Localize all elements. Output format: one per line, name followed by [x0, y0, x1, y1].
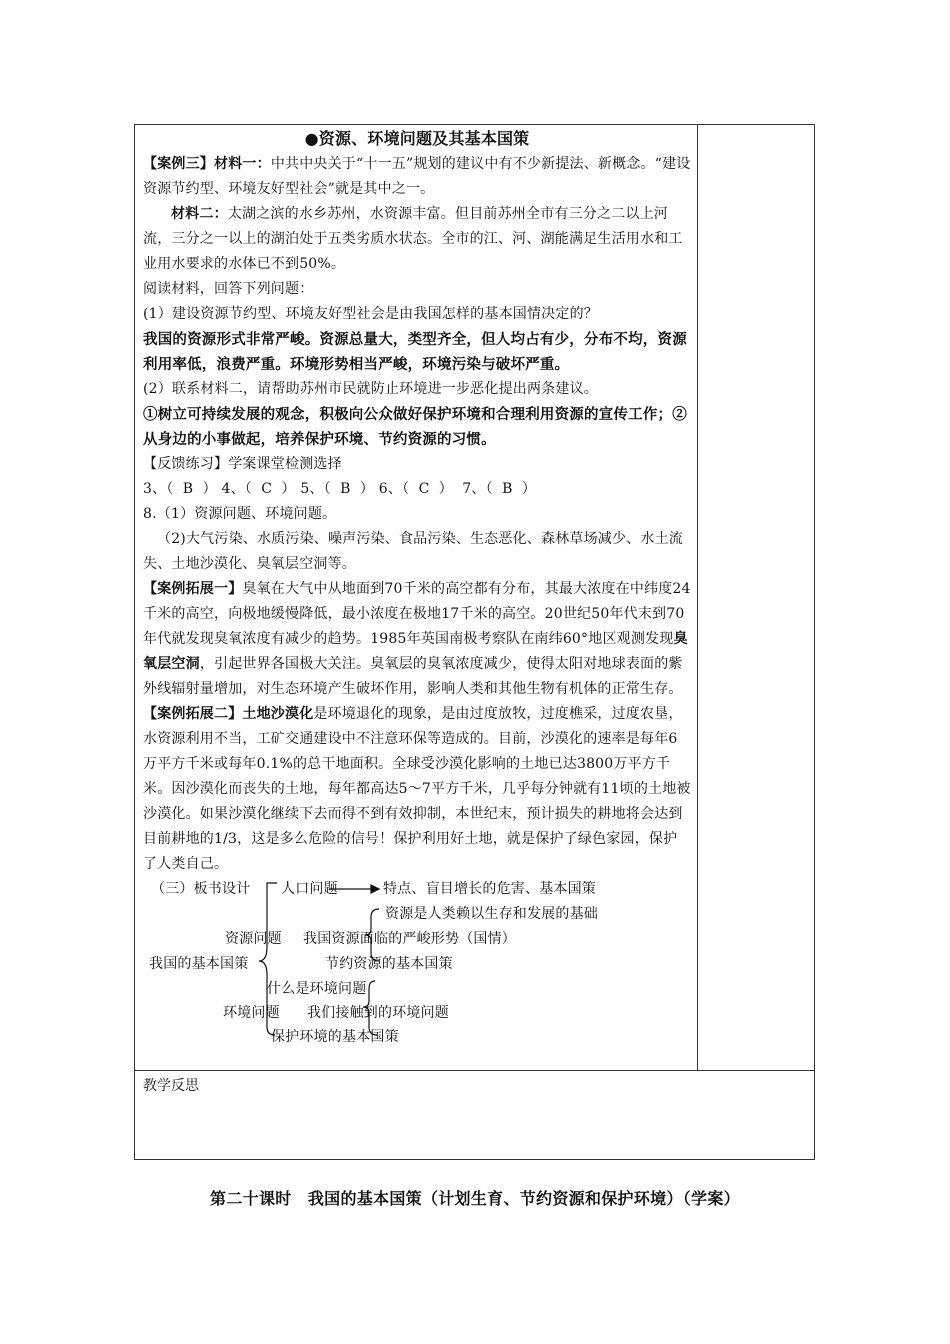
- material2-text: 太湖之滨的水乡苏州，水资源丰富。但目前苏州全市有三分之二以上河流，三分之一以上的湖泊处于五类劣质水状态。全市的江、河、湖能满足生活用水和工业用水要求的水体已不到50%。: [143, 206, 683, 272]
- board-population-points: 特点、盲目增长的危害、基本国策: [383, 881, 596, 897]
- board-env-contact: 我们接触到的环境问题: [307, 1005, 449, 1021]
- ext1-label: 【案例拓展一】: [143, 581, 243, 597]
- board-resource: 资源问题: [225, 931, 282, 947]
- ext1-text-a: 臭氧在大气中从地面到70千米的高空都有分布，其最大浓度在中纬度24千米的高空，向极地缓慢降低，最小浓度在极地17千米的高空。20世纪50年代末到70年代就发现臭氧浓度有减少的趋势。1985年英国南极考察队在南纬60°地区观测发现: [143, 581, 691, 647]
- board-env-policy: 保护环境的基本国策: [271, 1029, 399, 1045]
- board-root: 我国的基本国策: [149, 956, 249, 972]
- question-1: (1）建设资源节约型、环境友好型社会是由我国怎样的基本国情决定的？: [143, 306, 598, 322]
- answer-1: 我国的资源形式非常严峻。资源总量大，类型齐全，但人均占有少，分布不均，资源利用率低，浪费严重。环境形势相当严峻，环境污染与破坏严重。: [143, 331, 687, 373]
- main-content-cell: [143, 126, 691, 1052]
- answer-2: ①树立可持续发展的观念，积极向公众做好保护环境和合理利用资源的宣传工作；②从身边的小事做起，培养保护环境、节约资源的习惯。: [143, 406, 687, 448]
- question-2: (2）联系材料二，请帮助苏州市民就防止环境进一步恶化提出两条建议。: [143, 381, 598, 397]
- ext1-text-b: ，引起世界各国极大关注。臭氧层的臭氧浓度减少，使得太阳对地球表面的紫外线辐射量增加，对生态环境产生破坏作用，影响人类和其他生物有机体的正常生存。: [143, 656, 683, 697]
- board-population: 人口问题: [281, 881, 338, 897]
- material1-label: 材料一：: [214, 156, 271, 172]
- section-title: ●资源、环境问题及其基本国策: [304, 129, 530, 148]
- feedback-label: 【反馈练习】学案课堂检测选择: [143, 456, 342, 472]
- table-column-divider: [697, 124, 698, 1071]
- material1-text: 中共中央关于“十一五”规划的建议中有不少新提法、新概念。“建设资源节约型、环境友好型社会”就是其中之一。: [143, 156, 691, 197]
- ext2-bold-term: 土地沙漠化: [242, 706, 314, 722]
- feedback-choices: 3、（ B ） 4、（ C ） 5、（ B ） 6、（ C ） 7、（ B ）: [143, 481, 537, 497]
- question-8-part2: （2)大气污染、水质污染、噪声污染、食品污染、生态恶化、森林草场减少、水土流失、土地沙漠化、臭氧层空洞等。: [143, 531, 683, 572]
- reading-instruction: 阅读材料，回答下列问题：: [143, 281, 314, 297]
- next-lesson-title: 第二十课时 我国的基本国策（计划生育、节约资源和保护环境）（学案）: [210, 1189, 740, 1208]
- question-8-part1: 8.（1）资源问题、环境问题。: [143, 506, 337, 522]
- teaching-reflection-label: 教学反思: [143, 1078, 199, 1094]
- board-resource-basis: 资源是人类赖以生存和发展的基础: [385, 906, 598, 922]
- board-environment: 环境问题: [223, 1005, 280, 1021]
- material2-label: 材料二：: [171, 206, 228, 222]
- case3-label: 【案例三】: [143, 156, 214, 172]
- ext2-label: 【案例拓展二】: [143, 706, 243, 722]
- table-row-divider: [134, 1070, 815, 1071]
- board-design: [143, 877, 691, 1052]
- case3-material1: [143, 152, 691, 202]
- ext2-text: 是环境退化的现象，是由过度放牧，过度樵采，过度农垦，水资源利用不当，工矿交通建设中不注意环保等造成的。目前，沙漠化的速率是每年6万平方千米或每年0.1%的总干地面积。全球受沙漠化影响的土地已达3800万平方千米。因沙漠化而丧失的土地，每年都高达5～7平方千米，几乎每分钟就有11顷的土地被沙漠化。如果沙漠化继续下去而得不到有效抑制，本世纪末，预计损失的耕地将会达到目前耕地的1/3，这是多么危险的信号！保护利用好土地，就是保护了绿色家园，保护了人类自己。: [143, 706, 691, 872]
- board-heading: （三）板书设计: [151, 881, 251, 897]
- board-resource-situation: 我国资源面临的严峻形势（国情）: [303, 931, 516, 947]
- case-extension-2: [143, 702, 691, 877]
- board-env-what: 什么是环境问题: [267, 981, 367, 997]
- board-resource-policy: 节约资源的基本国策: [325, 956, 453, 972]
- case-extension-1: [143, 577, 691, 702]
- case3-material2: [143, 202, 691, 277]
- ext1-bold-term: 臭氧层空洞: [143, 631, 688, 672]
